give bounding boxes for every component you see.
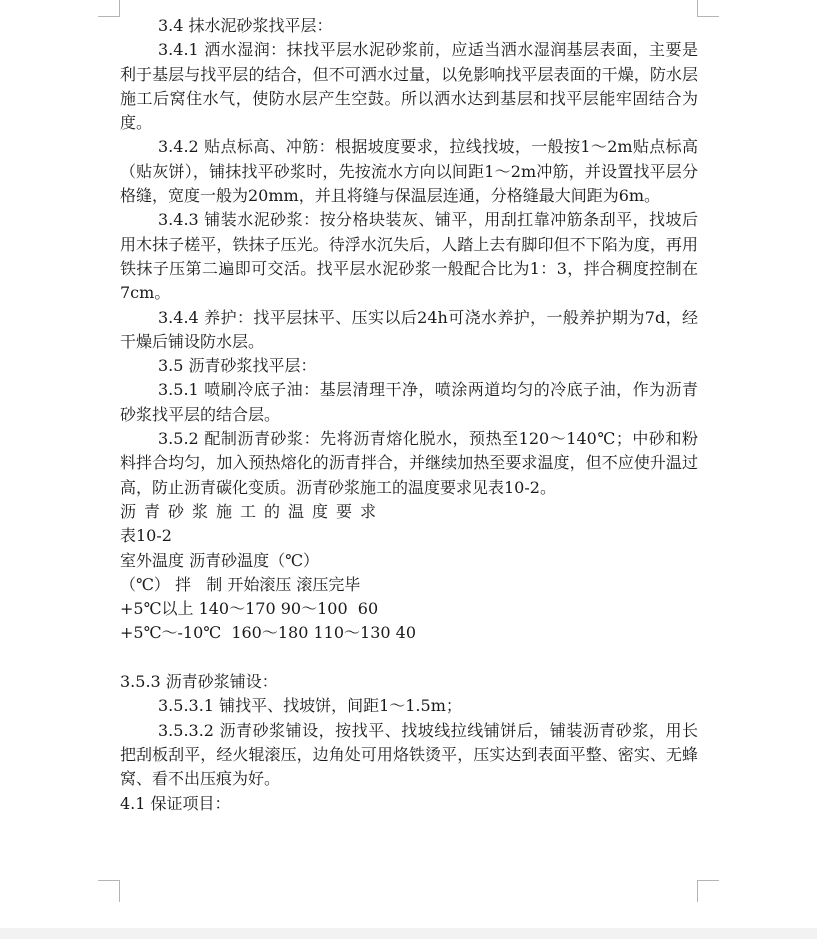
paragraph-3-5-2: 3.5.2 配制沥青砂浆：先将沥青熔化脱水，预热至120～140℃；中砂和粉料拌合均匀，加入预热熔化的沥青拌合，并继续加热至要求温度，但不应使升温过高，防止沥青碳化变质。沥青砂浆施工的温度要求见表10-2。 <box>120 429 698 497</box>
page-bottom-edge <box>0 928 817 939</box>
crop-mark-bottom-right-v <box>697 880 698 902</box>
paragraph-3-4-3: 3.4.3 铺装水泥砂浆：按分格块装灰、铺平，用刮扛靠冲筋条刮平，找坡后用木抹子槎平，铁抹子压光。待浮水沉失后，人踏上去有脚印但不下陷为度，再用铁抹子压第二遍即可交活。找平层水泥砂浆一般配合比为1：3，拌合稠度控制在7cm。 <box>120 210 698 303</box>
table-label: 表10-2 <box>120 526 172 546</box>
table-row: （℃） 拌 制 开始滚压 滚压完毕 <box>120 574 361 594</box>
paragraph-3-5-3-1: 3.5.3.1 铺找平、找坡饼，间距1～1.5m； <box>158 696 462 716</box>
paragraph-3-4-1: 3.4.1 洒水湿润：抹找平层水泥砂浆前，应适当洒水湿润基层表面，主要是利于基层与找平层的结合，但不可洒水过量，以免影响找平层表面的干燥，防水层施工后窝住水气，使防水层产生空鼓。所以洒水达到基层和找平层能牢固结合为度。 <box>120 40 698 133</box>
crop-mark-top-right-h <box>697 16 719 17</box>
table-row: 室外温度 沥青砂温度（℃） <box>120 550 319 570</box>
paragraph-3-5-3-2: 3.5.3.2 沥青砂浆铺设，按找平、找坡线拉线铺饼后，铺装沥青砂浆，用长把刮板刮平，经火辊滚压，边角处可用烙铁烫平，压实达到表面平整、密实、无蜂窝、看不出压痕为好。 <box>120 720 698 789</box>
crop-mark-top-left-h <box>98 16 120 17</box>
paragraph-3-4-4: 3.4.4 养护：找平层抹平、压实以后24h可浇水养护，一般养护期为7d，经干燥后铺设防水层。 <box>120 307 698 351</box>
heading-4-1: 4.1 保证项目： <box>120 793 231 813</box>
crop-mark-bottom-left-v <box>119 880 120 902</box>
table-title: 沥青砂浆施工的温度要求 <box>120 501 385 521</box>
crop-mark-bottom-left-h <box>98 880 120 881</box>
table-row: +5℃以上 140～170 90～100 60 <box>120 599 379 619</box>
heading-3-5: 3.5 沥青砂浆找平层： <box>158 356 317 376</box>
table-row: +5℃～-10℃ 160～180 110～130 40 <box>120 623 417 643</box>
paragraph-3-5-1: 3.5.1 喷刷冷底子油：基层清理干净，喷涂两道均匀的冷底子油，作为沥青砂浆找平层的结合层。 <box>120 380 698 424</box>
paragraph-3-4-2: 3.4.2 贴点标高、冲筋：根据坡度要求，拉线找坡，一般按1～2m贴点标高（贴灰饼），铺抹找平砂浆时，先按流水方向以间距1～2m冲筋，并设置找平层分格缝，宽度一般为20mm，并且将缝与保温层连通，分格缝最大间距为6m。 <box>120 137 698 206</box>
heading-3-5-3: 3.5.3 沥青砂浆铺设： <box>120 672 278 692</box>
blank-line <box>120 646 698 670</box>
heading-3-4: 3.4 抹水泥砂浆找平层： <box>158 16 333 35</box>
crop-mark-bottom-right-h <box>697 880 719 881</box>
document-body <box>120 14 698 816</box>
